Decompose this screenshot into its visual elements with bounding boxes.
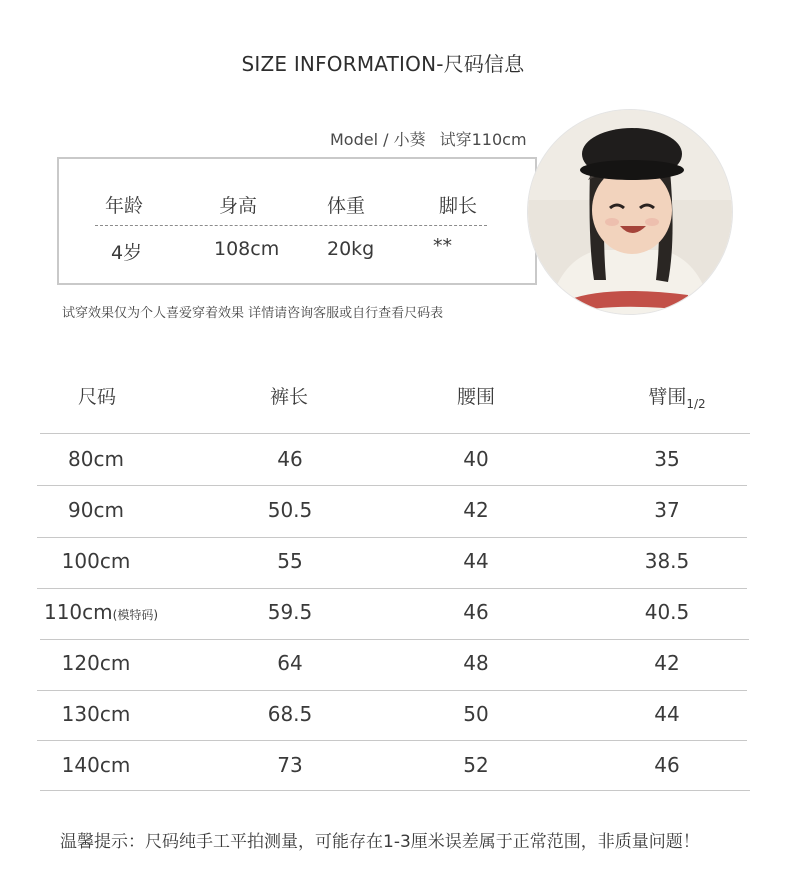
row-divider [37,740,747,741]
model-size-tag: (模特码) [112,608,159,622]
cell-size [62,753,131,777]
cell-size [68,447,124,471]
cell-waist: 46 [463,600,489,624]
cell-length: 46 [277,447,303,471]
fit-note: 试穿效果仅为个人喜爱穿着效果 详情请咨询客服或自行查看尺码表 [62,306,444,321]
size-value: 120cm [61,651,131,675]
cell-waist: 48 [463,651,489,675]
row-divider [37,588,747,589]
header-arm [648,382,705,411]
row-divider [37,690,747,691]
cell-length: 55 [277,549,303,573]
model-value-weight: 20kg [327,238,375,260]
header-size: 尺码 [77,386,117,408]
cell-arm: 44 [654,702,680,726]
model-header-foot: 脚长 [439,195,478,217]
cell-waist: 52 [463,753,489,777]
cell-length: 73 [277,753,303,777]
table-divider [40,433,750,434]
header-arm-suffix: 1/2 [686,396,706,411]
cell-arm: 38.5 [644,549,690,573]
page-title: SIZE INFORMATION-尺码信息 [241,52,525,76]
cell-size [62,549,131,573]
cell-arm: 37 [654,498,680,522]
header-waist: 腰围 [456,386,496,408]
row-divider [40,639,749,640]
size-value: 80cm [68,447,124,471]
cell-length: 50.5 [267,498,313,522]
cell-arm: 42 [654,651,680,675]
row-divider [40,790,750,791]
size-value: 100cm [61,549,131,573]
cell-waist: 44 [463,549,489,573]
cell-waist: 40 [463,447,489,471]
model-value-age: 4岁 [111,242,143,264]
cell-waist: 42 [463,498,489,522]
header-length: 裤长 [269,386,309,408]
model-info-box [57,157,537,285]
row-divider [37,485,747,486]
header-arm-label: 臂围 [648,386,687,408]
cell-length: 64 [277,651,303,675]
model-caption [330,127,527,150]
size-value: 90cm [68,498,124,522]
cell-arm: 40.5 [644,600,690,624]
cell-length: 59.5 [267,600,313,624]
cell-size [44,600,158,624]
cell-arm: 46 [654,753,680,777]
model-photo [528,110,732,314]
model-divider [95,225,487,226]
size-value: 110cm [43,600,113,624]
model-trial-size: 试穿110cm [439,130,527,149]
model-value-height: 108cm [214,238,280,260]
model-header-weight: 体重 [327,195,366,217]
footer-note: 温馨提示：尺码纯手工平拍测量，可能存在1-3厘米误差属于正常范围，非质量问题！ [60,832,700,852]
model-header-age: 年龄 [105,195,144,217]
model-header-height: 身高 [219,195,258,217]
size-value: 130cm [61,702,131,726]
model-name: Model / 小葵 [330,130,426,149]
cell-waist: 50 [463,702,489,726]
cell-length: 68.5 [267,702,313,726]
row-divider [37,537,747,538]
size-value: 140cm [61,753,131,777]
model-value-foot: ** [433,235,452,257]
cell-size [62,702,131,726]
cell-size [62,651,131,675]
cell-size [68,498,124,522]
cell-arm: 35 [654,447,680,471]
